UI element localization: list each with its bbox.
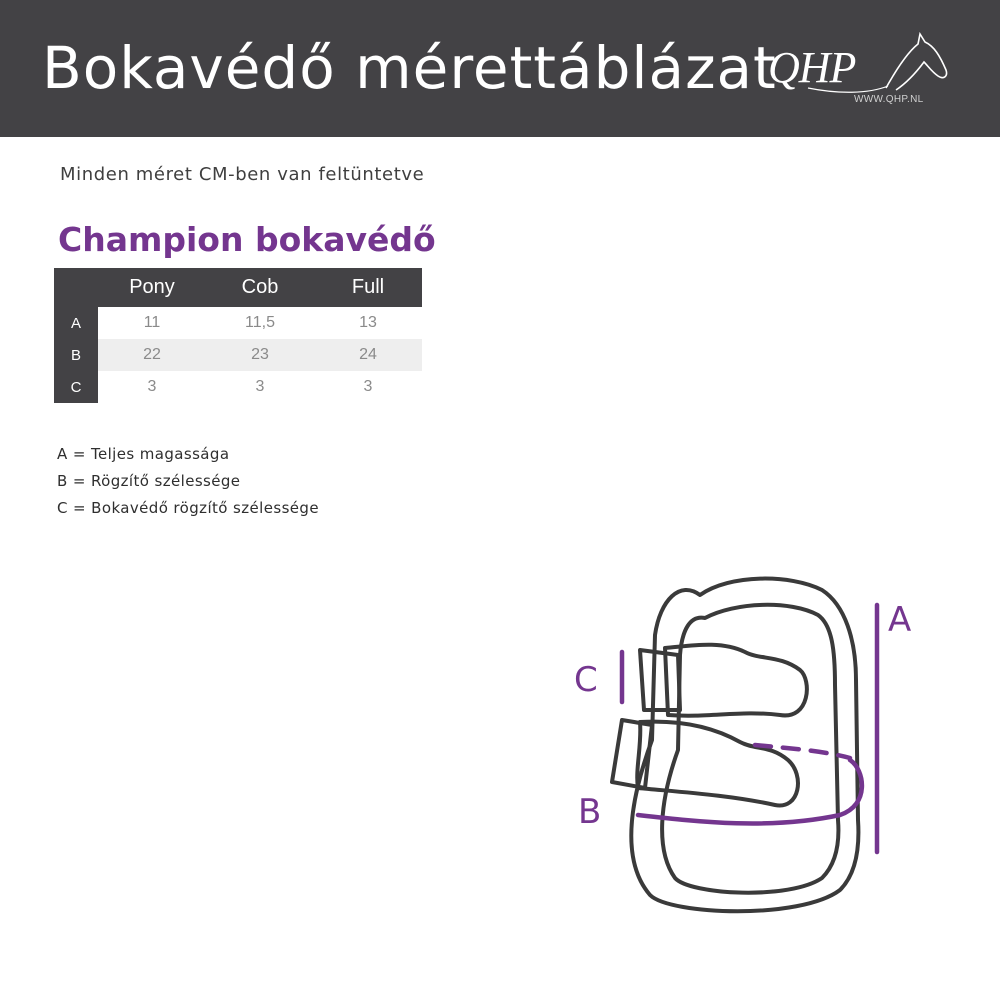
table-row bbox=[54, 371, 422, 403]
table-cell: 3 bbox=[147, 378, 157, 395]
table-cell: 13 bbox=[359, 314, 377, 331]
row-label: C bbox=[54, 371, 98, 403]
row-label: B bbox=[54, 339, 98, 371]
product-title: Champion bokavédő bbox=[58, 220, 436, 259]
label-b: B bbox=[578, 792, 602, 832]
table-row bbox=[54, 307, 422, 339]
legend-item: B = Rögzítő szélessége bbox=[57, 472, 241, 490]
table-header-row bbox=[54, 268, 422, 307]
table-cell: 3 bbox=[255, 378, 265, 395]
units-note: Minden méret CM-ben van feltüntetve bbox=[60, 164, 425, 185]
table-cell: 11,5 bbox=[245, 314, 275, 331]
legend-item: A = Teljes magassága bbox=[57, 445, 230, 463]
legend-item: C = Bokavédő rögzítő szélessége bbox=[57, 499, 319, 517]
table-cell: 22 bbox=[98, 339, 206, 371]
column-header: Pony bbox=[98, 268, 206, 307]
logo-url: WWW.QHP.NL bbox=[854, 94, 924, 105]
qhp-logo bbox=[768, 30, 958, 114]
upper-strap bbox=[640, 650, 680, 710]
table-cell: 3 bbox=[363, 378, 373, 395]
table-cell: 23 bbox=[206, 339, 314, 371]
logo-wordmark: QHP bbox=[768, 43, 856, 92]
label-a: A bbox=[888, 600, 912, 640]
table-cell: 11 bbox=[143, 314, 161, 331]
header-bar bbox=[0, 0, 1000, 137]
page-title: Bokavédő mérettáblázat bbox=[42, 34, 777, 102]
size-table bbox=[54, 268, 422, 403]
column-header: Full bbox=[314, 268, 422, 307]
row-label: A bbox=[54, 307, 98, 339]
label-c: C bbox=[574, 660, 598, 700]
fetlock-boot-diagram bbox=[560, 560, 960, 940]
column-header: Cob bbox=[206, 268, 314, 307]
table-cell: 24 bbox=[314, 339, 422, 371]
legend bbox=[57, 444, 319, 525]
table-row bbox=[54, 339, 422, 371]
table-corner-cell bbox=[54, 268, 98, 307]
